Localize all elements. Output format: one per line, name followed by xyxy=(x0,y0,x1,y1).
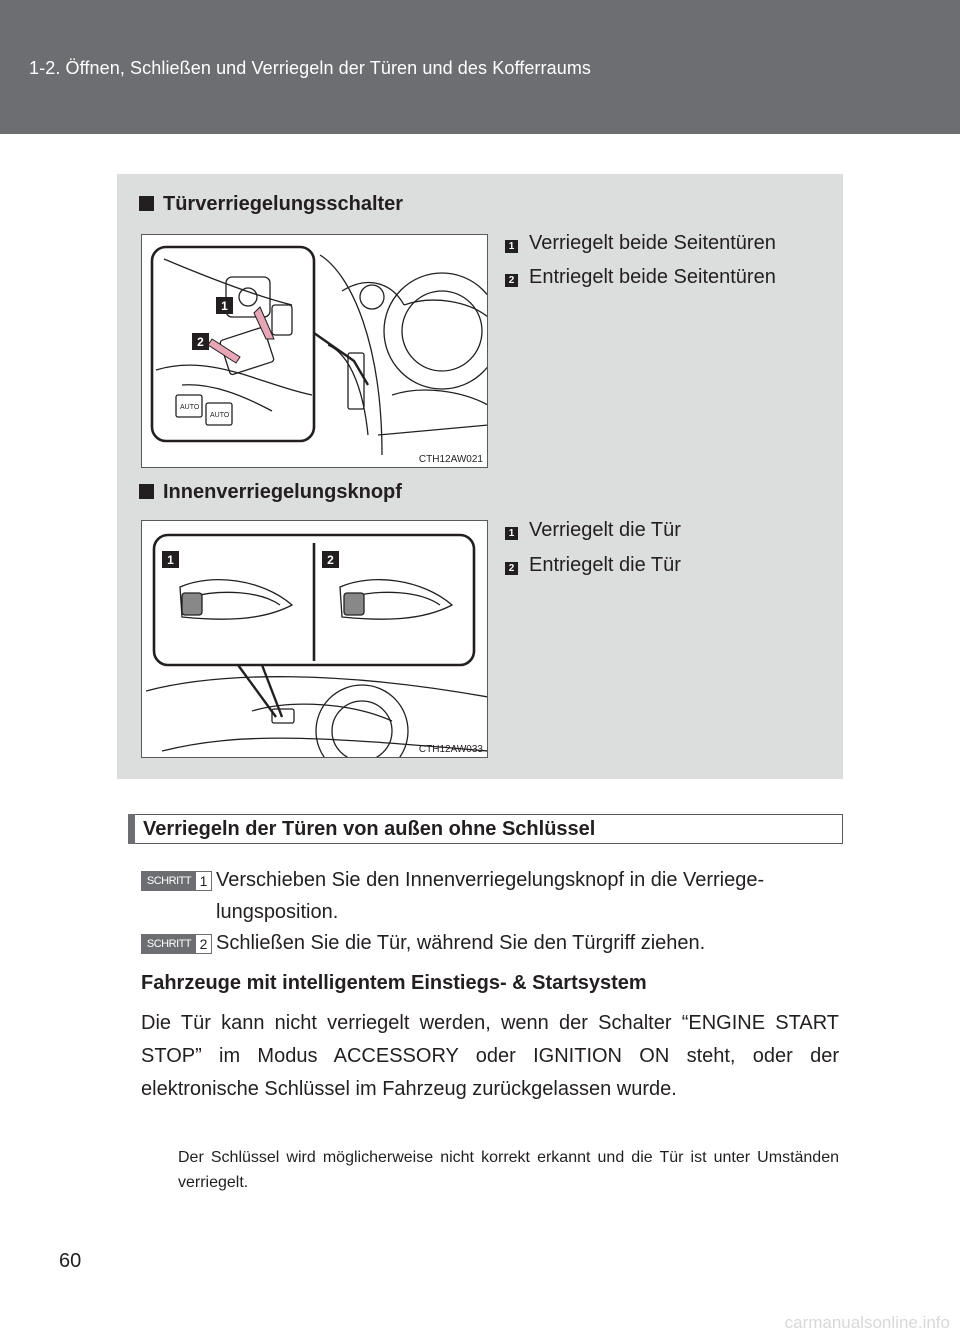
step-2 xyxy=(141,927,841,959)
door-switch-drawing xyxy=(142,235,488,468)
number-2-icon: 2 xyxy=(505,562,518,575)
legend-text: Entriegelt beide Seitentüren xyxy=(529,266,776,288)
legend-item-lock-both xyxy=(505,232,776,255)
image-code: CTH12AW021 xyxy=(418,454,483,465)
auto-switch-label-2: AUTO xyxy=(210,412,230,419)
inside-knob-drawing xyxy=(142,521,488,758)
page-header xyxy=(0,0,960,134)
step-badge-number: 1 xyxy=(196,872,211,890)
step-badge-label: SCHRITT xyxy=(142,872,196,890)
watermark: carmanualsonline.info xyxy=(784,1313,950,1332)
page-number: 60 xyxy=(59,1250,82,1272)
step-text-continued: lungsposition. xyxy=(216,901,339,923)
square-bullet-icon xyxy=(139,484,154,499)
legend-item-lock-door xyxy=(505,519,681,542)
callout-1: 1 xyxy=(167,553,174,567)
note-text: Der Schlüssel wird möglicherweise nicht korrekt erkannt und die Tür ist unter Umständen verriegelt. xyxy=(178,1149,839,1191)
step-badge-number: 2 xyxy=(196,935,211,953)
legend-text: Verriegelt beide Seitentüren xyxy=(529,232,776,254)
callout-1: 1 xyxy=(221,299,228,313)
step-badge xyxy=(141,934,212,954)
section-title-text: Türverriegelungsschalter xyxy=(163,193,404,215)
main-heading xyxy=(128,814,843,844)
square-bullet-icon xyxy=(139,196,154,211)
section-door-lock-switch-title xyxy=(139,193,403,216)
subheading: Fahrzeuge mit intelligentem Einstiegs- & Startsystem xyxy=(141,972,647,994)
number-1-icon: 1 xyxy=(505,527,518,540)
main-heading-text: Verriegeln der Türen von außen ohne Schlüssel xyxy=(143,818,596,840)
auto-switch-label-1: AUTO xyxy=(180,404,200,411)
step-text: Schließen Sie die Tür, während Sie den Türgriff ziehen. xyxy=(216,932,706,954)
section-inside-lock-button-title xyxy=(139,481,402,504)
step-badge-label: SCHRITT xyxy=(142,935,196,953)
step-1 xyxy=(141,864,841,928)
callout-2: 2 xyxy=(197,335,204,349)
header-title: 1-2. Öffnen, Schließen und Verriegeln der Türen und des Kofferraums xyxy=(29,58,592,78)
image-code: CTH12AW033 xyxy=(418,744,483,755)
heading-tab-marker xyxy=(128,814,135,844)
step-badge xyxy=(141,871,212,891)
legend-item-unlock-door xyxy=(505,554,681,577)
number-1-icon: 1 xyxy=(505,240,518,253)
number-2-icon: 2 xyxy=(505,274,518,287)
legend-text: Verriegelt die Tür xyxy=(529,519,681,541)
legend-text: Entriegelt die Tür xyxy=(529,554,681,576)
section-title-text: Innenverriegelungsknopf xyxy=(163,481,402,503)
body-paragraph: Die Tür kann nicht verriegelt werden, wenn der Schalter “ENGINE START STOP” im Modus ACCESSORY oder IGNITION ON steht, oder der elektronische Schlüssel im Fahrzeug zurückgelassen wurde. xyxy=(141,1012,839,1100)
inside-lock-knob-illustration xyxy=(141,520,488,758)
door-lock-switch-illustration xyxy=(141,234,488,468)
legend-item-unlock-both xyxy=(505,266,776,289)
step-text: Verschieben Sie den Innenverriegelungsknopf in die Verriege- xyxy=(216,869,765,891)
callout-2: 2 xyxy=(327,553,334,567)
